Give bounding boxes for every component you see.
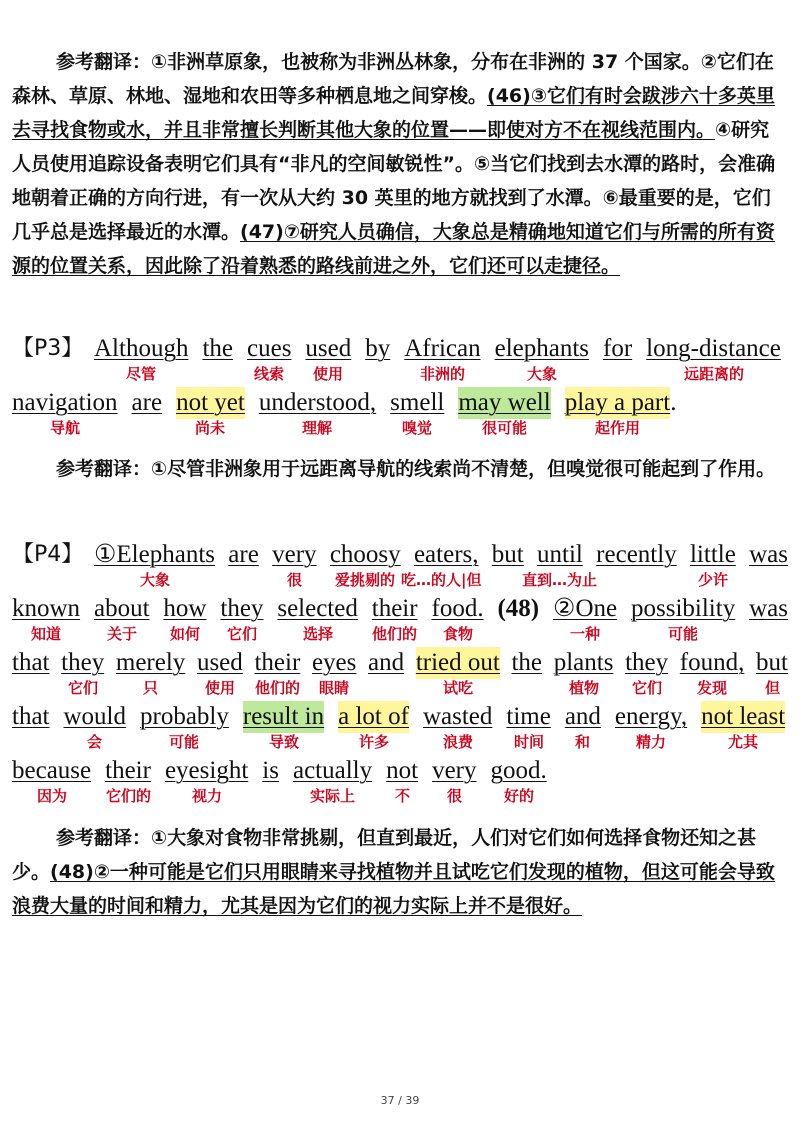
passage-word: cues — [247, 335, 292, 362]
translation-paragraph-1 — [12, 45, 788, 283]
word-gloss: 尽管 — [126, 365, 157, 383]
passage-word: (48) — [497, 595, 540, 622]
word-gloss: 知道 — [31, 625, 62, 643]
word-gloss: 远距离的 — [684, 365, 745, 383]
passage-word: ②One — [553, 595, 618, 622]
word-gloss: 可能 — [169, 733, 200, 751]
passage-word: understood, — [258, 389, 377, 416]
passage-word: not — [386, 757, 419, 784]
passage-word: eyes — [311, 649, 357, 676]
passage-line — [12, 647, 788, 701]
passage-line — [12, 539, 788, 593]
translation-paragraph-2 — [12, 452, 788, 486]
word-gloss: 时间 — [514, 733, 545, 751]
passage-word: eaters, — [413, 541, 479, 568]
word-gloss: 尚未 — [195, 419, 226, 437]
question-47-translation: (47)⑦研究人员确信，大象总是精确地知道它们与所需的所有资源的位置关系，因此除了沿着熟悉的路线前进之外，它们还可以走捷径。 — [12, 221, 775, 277]
passage-word: about — [93, 595, 150, 622]
passage-word: not yet — [176, 387, 245, 419]
passage-word: would — [63, 703, 126, 730]
paragraph-tag: 【P3】 — [12, 336, 84, 361]
word-gloss: 它们的 — [106, 787, 152, 805]
word-gloss: 导航 — [50, 419, 81, 437]
word-gloss: 爱挑剔的 — [335, 571, 396, 589]
word-gloss: 但 — [765, 679, 781, 697]
passage-word: result in — [243, 701, 324, 733]
word-gloss: 尤其 — [728, 733, 759, 751]
passage-word: actually — [292, 757, 373, 784]
translation-text: ④研究人员使用追踪设备表明它们具有“非凡的空间敏锐性”。⑤当它们找到去水潭的路时，会准确地朝着正确的方向行进，有一次从大约 30 英里的地方就找到了水潭。⑥最重要的是，它们几乎总是选择最近的水潭。 — [12, 119, 776, 243]
passage-word: little — [689, 541, 736, 568]
passage-word: elephants — [494, 335, 590, 362]
passage-word: probably — [140, 703, 229, 730]
word-gloss: 导致 — [269, 733, 300, 751]
passage-word: wasted — [422, 703, 493, 730]
word-gloss: 因为 — [37, 787, 68, 805]
word-gloss: 食物 — [443, 625, 474, 643]
passage-word: their — [105, 757, 151, 784]
word-gloss: 视力 — [192, 787, 223, 805]
word-gloss: 许多 — [359, 733, 390, 751]
passage-word: energy, — [614, 703, 688, 730]
passage-word: are — [228, 541, 259, 568]
word-gloss: 非洲的 — [420, 365, 466, 383]
passage-word: found, — [679, 649, 745, 676]
passage-line — [12, 755, 788, 809]
word-gloss: 它们 — [227, 625, 258, 643]
word-gloss: 少许 — [698, 571, 729, 589]
word-gloss: 精力 — [636, 733, 667, 751]
word-gloss: 好的 — [504, 787, 535, 805]
passage-word: may well — [458, 387, 550, 419]
passage-word: plants — [553, 649, 614, 676]
passage-word: merely — [115, 649, 186, 676]
translation-text: ①非洲草原象，也被称为非洲丛林象，分布在非洲的 37 个国家。②它们在森林、草原、林地、湿地和农田等多种栖息地之间穿梭。 — [12, 51, 774, 107]
word-gloss: 实际上 — [310, 787, 356, 805]
word-gloss: 很可能 — [482, 419, 528, 437]
passage-word: by — [365, 335, 391, 362]
translation-label: 参考翻译： — [56, 827, 152, 849]
word-gloss: 使用 — [313, 365, 344, 383]
passage-word: was — [749, 541, 788, 568]
word-gloss: 他们的 — [372, 625, 418, 643]
word-gloss: 会 — [87, 733, 103, 751]
passage-word: they — [220, 595, 264, 622]
passage-word: used — [305, 335, 352, 362]
passage-word: for — [603, 335, 633, 362]
passage-p4 — [12, 539, 788, 809]
passage-word: play a part — [565, 387, 671, 419]
passage-word: their — [254, 649, 301, 676]
passage-word: possibility — [631, 595, 736, 622]
passage-word: long-distance — [646, 335, 781, 362]
word-gloss: 直到…为止 — [522, 571, 598, 589]
passage-line — [12, 387, 788, 441]
word-gloss: 关于 — [107, 625, 138, 643]
passage-word: they — [625, 649, 669, 676]
passage-word: the — [511, 649, 543, 676]
passage-word: but — [756, 649, 788, 676]
word-gloss: 发现 — [697, 679, 728, 697]
passage-word: their — [371, 595, 418, 622]
passage-word: the — [202, 335, 233, 362]
passage-word: Although — [94, 335, 189, 362]
passage-word: smell — [390, 389, 445, 416]
word-gloss: 如何 — [170, 625, 201, 643]
question-48-translation: (48)②一种可能是它们只用眼睛来寻找植物并且试吃它们发现的植物，但这可能会导致浪费大量的时间和精力，尤其是因为它们的视力实际上并不是很好。 — [12, 861, 775, 917]
word-gloss: 它们 — [68, 679, 99, 697]
passage-word: time — [506, 703, 551, 730]
passage-word: selected — [277, 595, 358, 622]
word-gloss: 吃…的人|但 — [401, 571, 482, 589]
word-gloss: 一种 — [570, 625, 601, 643]
passage-word: very — [272, 541, 317, 568]
translation-text: ①尽管非洲象用于远距离导航的线索尚不清楚，但嗅觉很可能起到了作用。 — [151, 458, 776, 480]
word-gloss: 和 — [575, 733, 591, 751]
passage-word: and — [368, 649, 405, 676]
passage-word: that — [12, 649, 50, 676]
passage-word: was — [749, 595, 788, 622]
passage-word: known — [12, 595, 81, 622]
passage-word: eyesight — [164, 757, 249, 784]
word-gloss: 使用 — [205, 679, 236, 697]
passage-word: and — [564, 703, 601, 730]
translation-label: 参考翻译： — [56, 458, 152, 480]
word-gloss: 选择 — [303, 625, 334, 643]
passage-word: tried out — [416, 647, 500, 679]
passage-word: is — [262, 757, 279, 784]
passage-word: . — [670, 389, 677, 416]
passage-line — [12, 333, 788, 387]
paragraph-tag: 【P4】 — [12, 542, 84, 567]
translation-text: ①大象对食物非常挑剔，但直到最近，人们对它们如何选择食物还知之甚少。 — [12, 827, 757, 883]
passage-word: recently — [596, 541, 677, 568]
word-gloss: 他们的 — [255, 679, 301, 697]
passage-word: used — [196, 649, 243, 676]
passage-word: a lot of — [338, 701, 409, 733]
passage-word: navigation — [12, 389, 118, 416]
passage-word: good. — [490, 757, 547, 784]
passage-word: food. — [431, 595, 484, 622]
word-gloss: 线索 — [254, 365, 285, 383]
word-gloss: 只 — [143, 679, 159, 697]
translation-label: 参考翻译： — [56, 51, 152, 73]
word-gloss: 不 — [395, 787, 411, 805]
word-gloss: 试吃 — [443, 679, 474, 697]
word-gloss: 大象 — [527, 365, 558, 383]
passage-word: African — [404, 335, 481, 362]
question-46-translation: (46)③它们有时会跋涉六十多英里去寻找食物或水，并且非常擅长判断其他大象的位置——即使对方不在视线范围内。 — [12, 85, 775, 141]
word-gloss: 大象 — [140, 571, 171, 589]
passage-word: they — [61, 649, 105, 676]
word-gloss: 眼睛 — [319, 679, 350, 697]
passage-line — [12, 701, 788, 755]
passage-word: ①Elephants — [94, 541, 215, 568]
word-gloss: 可能 — [668, 625, 699, 643]
page-number: 37 / 39 — [380, 1094, 420, 1107]
word-gloss: 理解 — [302, 419, 333, 437]
passage-p3 — [12, 333, 788, 441]
passage-line — [12, 593, 788, 647]
word-gloss: 很 — [287, 571, 303, 589]
passage-word: choosy — [329, 541, 401, 568]
word-gloss: 它们 — [632, 679, 663, 697]
word-gloss: 嗅觉 — [402, 419, 433, 437]
passage-word: very — [432, 757, 477, 784]
passage-word: because — [12, 757, 92, 784]
word-gloss: 很 — [447, 787, 463, 805]
passage-word: but — [491, 541, 524, 568]
passage-word: until — [537, 541, 583, 568]
passage-word: that — [12, 703, 50, 730]
passage-word: not least — [701, 701, 785, 733]
passage-word: are — [131, 389, 163, 416]
passage-word: how — [163, 595, 207, 622]
word-gloss: 植物 — [569, 679, 600, 697]
word-gloss: 起作用 — [595, 419, 641, 437]
translation-paragraph-3 — [12, 821, 788, 923]
word-gloss: 浪费 — [443, 733, 474, 751]
